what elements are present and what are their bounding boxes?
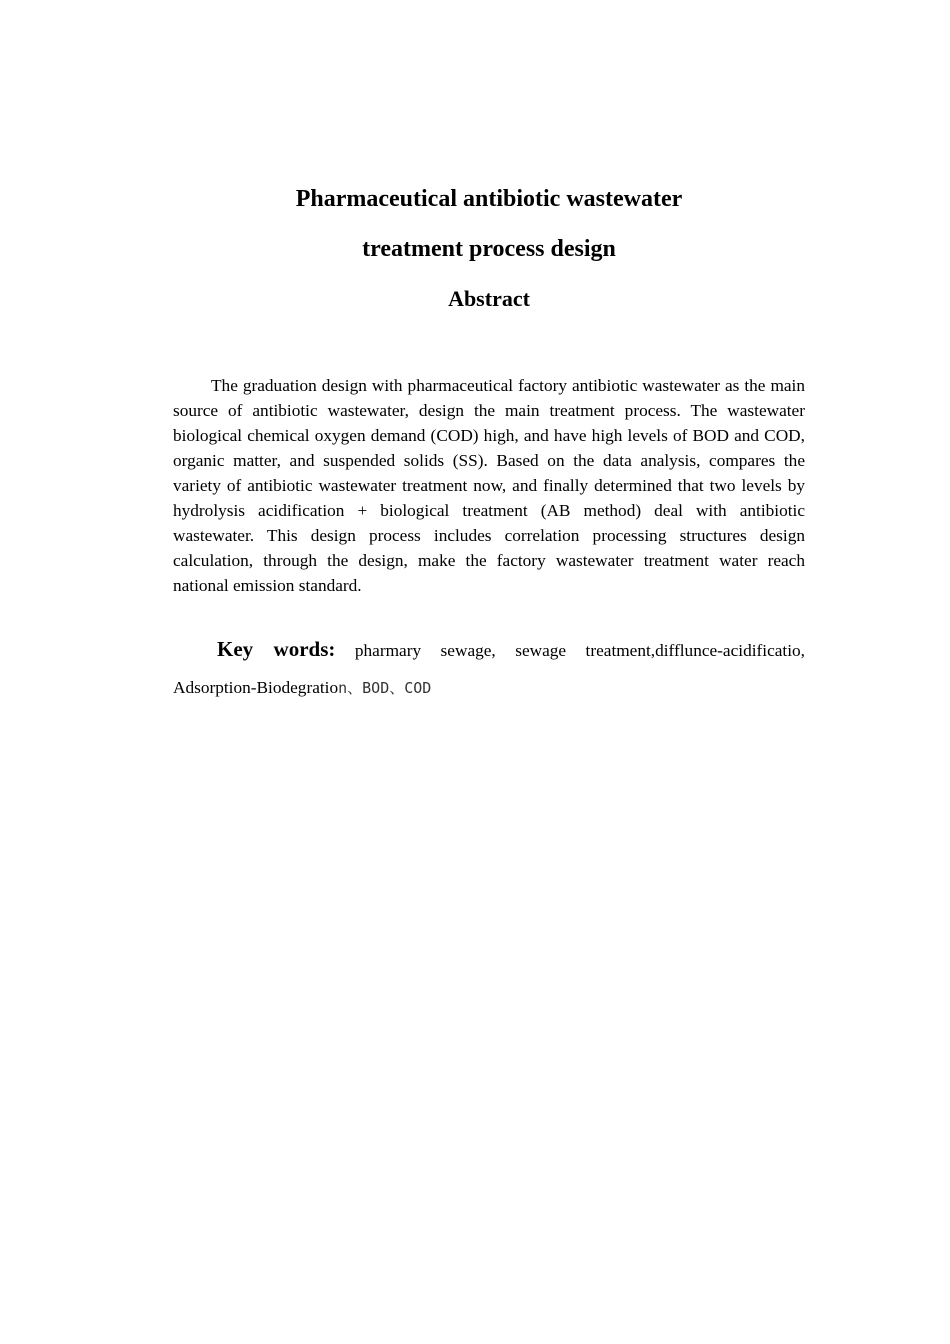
keywords-text-1: pharmary sewage, sewage treatment,difflunce-acidificatio, — [354, 641, 805, 660]
keywords-section — [173, 631, 805, 707]
keywords-text-2: Adsorption-Biodegratio — [173, 678, 339, 697]
title-line-1: Pharmaceutical antibiotic wastewater — [295, 186, 683, 212]
abstract-paragraph: The graduation design with pharmaceutical factory antibiotic wastewater as the main source of antibiotic wastewater, design the main treatment process. The wastewater biological chemical oxygen demand (COD) high, and have high levels of BOD and COD, organic matter, and suspended solids (SS). Based on the data analysis, compares the variety of antibiotic wastewater treatment now, and finally determined that two levels by hydrolysis acidification + biological treatment (AB method) deal with antibiotic wastewater. This design process includes correlation processing structures design calculation, through the design, make the factory wastewater treatment water reach national emission standard. — [173, 376, 805, 595]
keywords-text-2-tail: n、BOD、COD — [338, 679, 432, 697]
keywords-line-2 — [173, 669, 805, 707]
title-line-2: treatment process design — [362, 236, 616, 262]
keywords-line-1 — [173, 631, 805, 669]
keywords-label: Key words: — [217, 637, 336, 661]
abstract-heading: Abstract — [448, 286, 530, 311]
